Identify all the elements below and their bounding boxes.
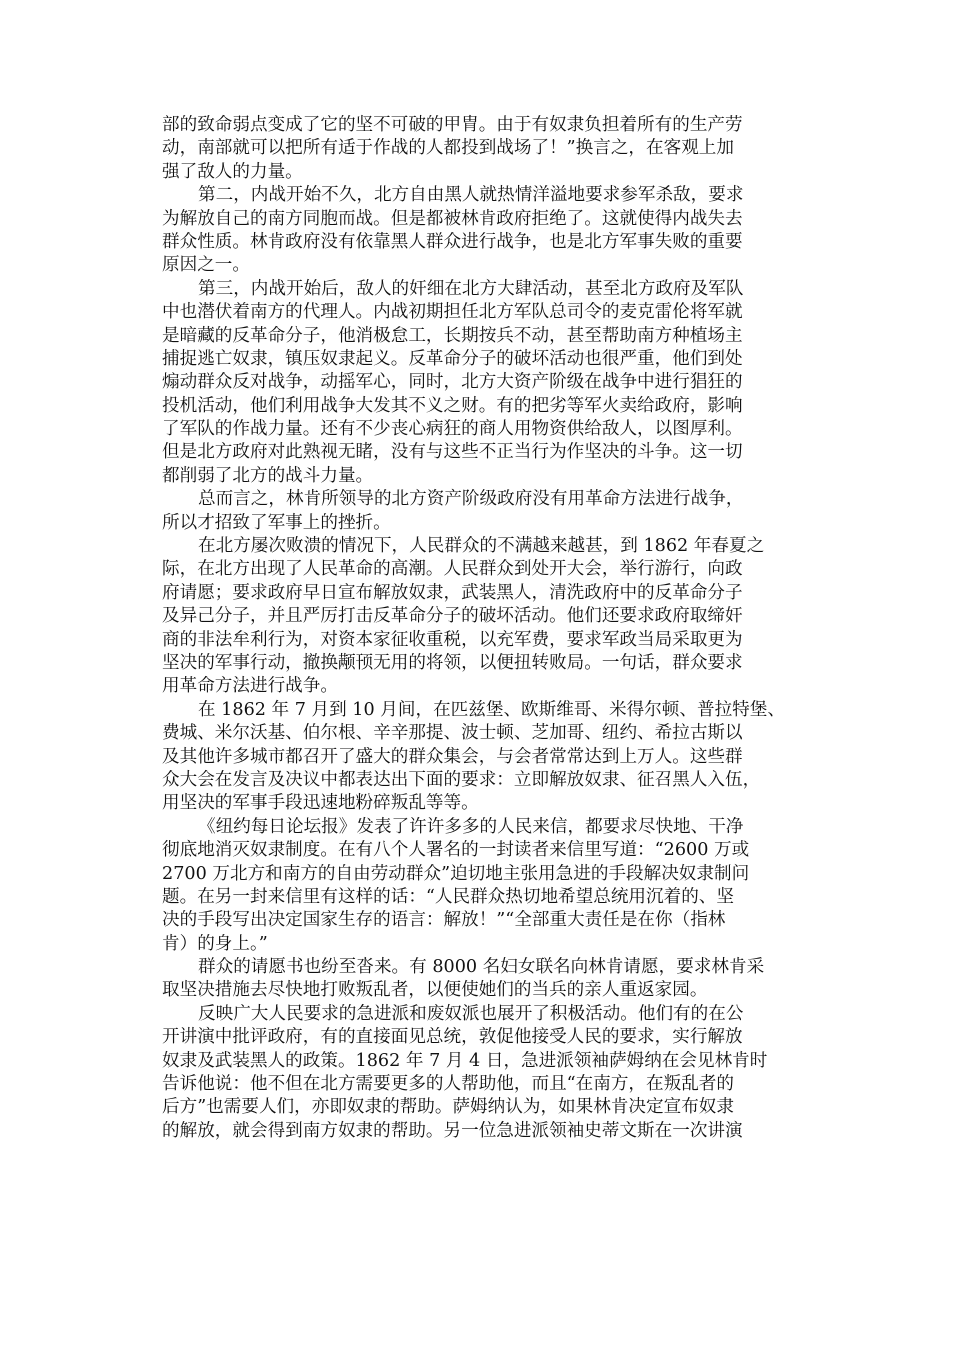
text-line: 中也潜伏着南方的代理人。内战初期担任北方军队总司令的麦克雷伦将军就 (162, 302, 743, 323)
text-line: 煽动群众反对战争，动摇军心，同时，北方大资产阶级在战争中进行猖狂的 (162, 372, 743, 393)
text-line: 用革命方法进行战争。 (162, 676, 338, 697)
text-line: 告诉他说：他不但在北方需要更多的人帮助他，而且“在南方，在叛乱者的 (162, 1074, 734, 1095)
paragraph (162, 816, 794, 956)
text-line: 商的非法牟利行为，对资本家征收重税，以充军费，要求军政当局采取更为 (162, 629, 743, 650)
paragraph (162, 1003, 794, 1143)
text-line: 群众性质。林肯政府没有依靠黑人群众进行战争，也是北方军事失败的重要 (162, 231, 743, 252)
paragraph (162, 278, 794, 489)
paragraph (162, 114, 794, 184)
text-line: 强了敌人的力量。 (162, 161, 303, 182)
text-line: 反映广大人民要求的急进派和废奴派也展开了积极活动。他们有的在公 (198, 1003, 744, 1024)
text-line: 费城、米尔沃基、伯尔根、辛辛那提、波士顿、芝加哥、纽约、希拉古斯以 (162, 723, 743, 744)
text-line: 在北方屡次败溃的情况下，人民群众的不满越来越甚，到 1862 年春夏之 (198, 536, 765, 557)
text-line: 部的致命弱点变成了它的坚不可破的甲胄。由于有奴隶负担着所有的生产劳 (162, 115, 743, 135)
text-line: 了军队的作战力量。还有不少丧心病狂的商人用物资供给敌人，以图厚利。 (162, 419, 743, 440)
document-page (162, 114, 794, 1143)
text-line: 用坚决的军事手段迅速地粉碎叛乱等等。 (162, 793, 479, 814)
text-line: 及其他许多城市都召开了盛大的群众集会，与会者常常达到上万人。这些群 (162, 746, 743, 767)
text-line: 动，南部就可以把所有适于作战的人都投到战场了！”换言之，在客观上加 (162, 138, 734, 159)
text-line: 开讲演中批评政府，有的直接面见总统，敦促他接受人民的要求，实行解放 (162, 1027, 743, 1048)
text-line: 2700 万北方和南方的自由劳动群众”迫切地主张用急进的手段解决奴隶制问 (162, 863, 750, 884)
text-line: 肯）的身上。” (162, 933, 268, 954)
text-line: 都削弱了北方的战斗力量。 (162, 465, 374, 486)
text-line: 后方”也需要人们，亦即奴隶的帮助。萨姆纳认为，如果林肯决定宣布奴隶 (162, 1097, 734, 1118)
text-line: 奴隶及武装黑人的政策。1862 年 7 月 4 日，急进派领袖萨姆纳在会见林肯时 (162, 1050, 768, 1071)
paragraph (162, 488, 794, 535)
document-body (162, 114, 794, 1143)
text-line: 为解放自己的南方同胞而战。但是都被林肯政府拒绝了。这就使得内战失去 (162, 208, 743, 229)
text-line: 《纽约每日论坛报》发表了许许多多的人民来信，都要求尽快地、干净 (198, 816, 744, 837)
text-line: 但是北方政府对此熟视无睹，没有与这些不正当行为作坚决的斗争。这一切 (162, 442, 743, 463)
text-line: 投机活动，他们利用战争大发其不义之财。有的把劣等军火卖给政府，影响 (162, 395, 743, 416)
text-line: 所以才招致了军事上的挫折。 (162, 512, 391, 533)
text-line: 是暗藏的反革命分子，他消极怠工，长期按兵不动，甚至帮助南方种植场主 (162, 325, 743, 346)
text-line: 第二，内战开始不久，北方自由黑人就热情洋溢地要求参军杀敌，要求 (198, 185, 744, 206)
text-line: 决的手段写出决定国家生存的语言：解放！”“全部重大责任是在你（指林 (162, 910, 726, 931)
text-line: 在 1862 年 7 月到 10 月间，在匹兹堡、欧斯维哥、米得尔顿、普拉特堡、 (198, 699, 785, 720)
paragraph (162, 699, 794, 816)
paragraph (162, 535, 794, 699)
text-line: 取坚决措施去尽快地打败叛乱者，以便使她们的当兵的亲人重返家园。 (162, 980, 708, 1001)
text-line: 第三，内战开始后，敌人的奸细在北方大肆活动，甚至北方政府及军队 (198, 278, 744, 299)
text-line: 总而言之，林肯所领导的北方资产阶级政府没有用革命方法进行战争， (198, 489, 744, 510)
text-line: 众大会在发言及决议中都表达出下面的要求：立即解放奴隶、征召黑人入伍， (162, 769, 761, 790)
paragraph (162, 956, 794, 1003)
text-line: 彻底地消灭奴隶制度。在有八个人署名的一封读者来信里写道：“2600 万或 (162, 840, 750, 861)
text-line: 捕捉逃亡奴隶，镇压奴隶起义。反革命分子的破坏活动也很严重，他们到处 (162, 348, 743, 369)
paragraph (162, 184, 794, 278)
text-line: 群众的请愿书也纷至沓来。有 8000 名妇女联名向林肯请愿，要求林肯采 (198, 957, 765, 978)
text-line: 原因之一。 (162, 255, 250, 276)
text-line: 题。在另一封来信里有这样的话：“人民群众热切地希望总统用沉着的、坚 (162, 886, 734, 907)
text-line: 及异己分子，并且严厉打击反革命分子的破坏活动。他们还要求政府取缔奸 (162, 606, 743, 627)
text-line: 府请愿；要求政府早日宣布解放奴隶，武装黑人，清洗政府中的反革命分子 (162, 582, 743, 603)
text-line: 坚决的军事行动，撤换颟顸无用的将领，以便扭转败局。一句话，群众要求 (162, 652, 743, 673)
text-line: 际，在北方出现了人民革命的高潮。人民群众到处开大会，举行游行，向政 (162, 559, 743, 580)
text-line: 的解放，就会得到南方奴隶的帮助。另一位急进派领袖史蒂文斯在一次讲演 (162, 1120, 743, 1141)
